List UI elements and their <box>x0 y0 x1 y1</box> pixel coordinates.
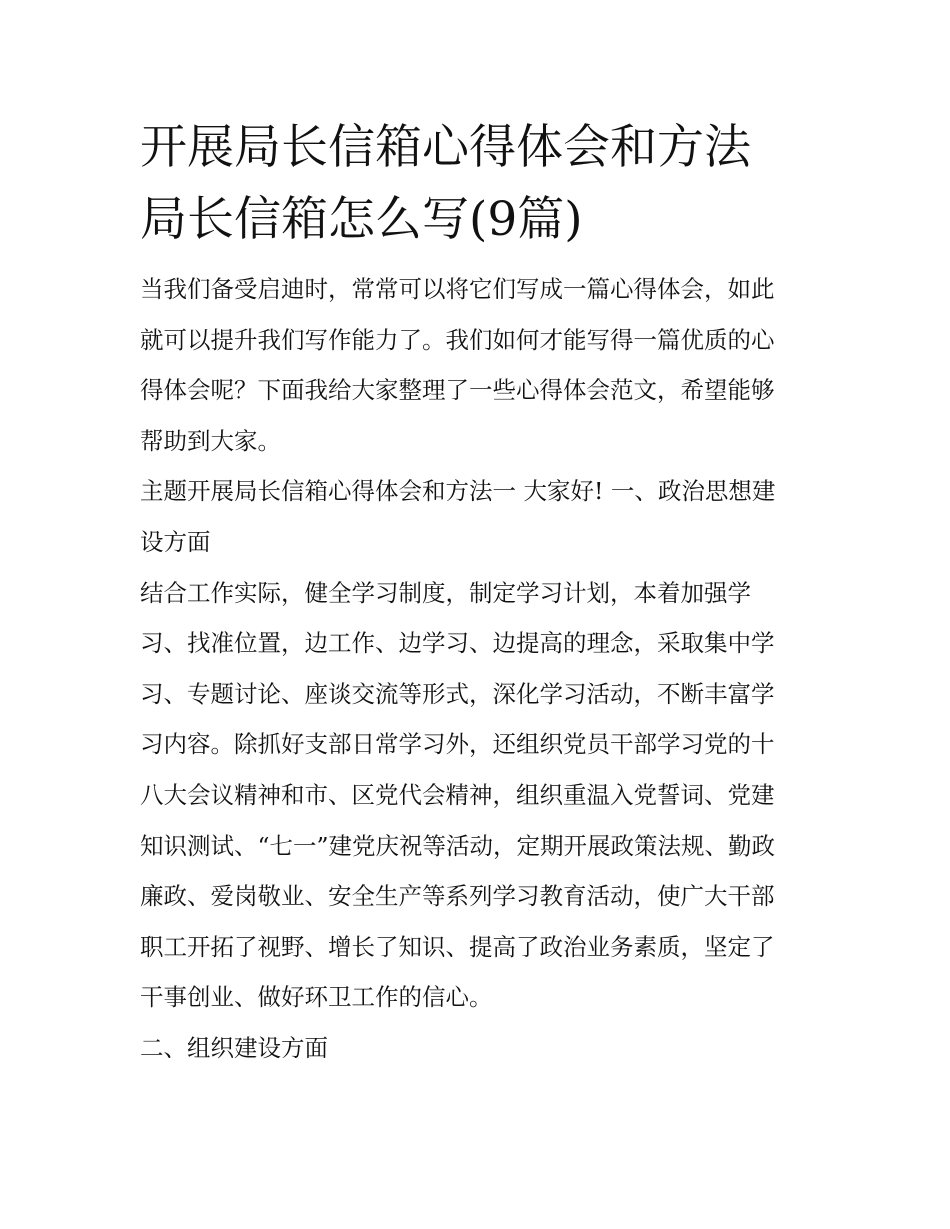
body-line: 习、专题讨论、座谈交流等形式，深化学习活动，不断丰富学 <box>140 679 775 708</box>
title-line-2: 局长信箱怎么写(9篇) <box>140 192 583 247</box>
body-paragraph <box>140 568 820 1023</box>
body-line: 职工开拓了视野、增长了知识、提高了政治业务素质，坚定了 <box>140 932 775 961</box>
body-line: 知识测试、“七一”建党庆祝等活动，定期开展政策法规、勤政 <box>140 831 776 860</box>
topic-line: 设方面 <box>140 527 211 556</box>
body-line: 习、找准位置，边工作、边学习、边提高的理念，采取集中学 <box>140 629 775 658</box>
body-line: 干事创业、做好环卫工作的信心。 <box>140 983 493 1012</box>
body-line: 八大会议精神和市、区党代会精神，组织重温入党誓词、党建 <box>140 780 775 809</box>
body-line: 廉政、爱岗敬业、安全生产等系列学习教育活动，使广大干部 <box>140 882 775 911</box>
intro-line: 帮助到大家。 <box>140 426 281 455</box>
title-line-1: 开展局长信箱心得体会和方法 <box>140 120 751 175</box>
section-heading <box>140 1023 820 1074</box>
intro-line: 就可以提升我们写作能力了。我们如何才能写得一篇优质的心 <box>140 325 775 354</box>
section-2-heading: 二、组织建设方面 <box>140 1033 328 1062</box>
intro-paragraph <box>140 264 820 466</box>
topic-paragraph <box>140 466 820 567</box>
body-line: 习内容。除抓好支部日常学习外，还组织党员干部学习党的十 <box>140 730 775 759</box>
document-title <box>140 112 820 256</box>
document-page <box>140 112 820 1074</box>
body-line: 结合工作实际，健全学习制度，制定学习计划，本着加强学 <box>140 578 751 607</box>
intro-line: 当我们备受启迪时，常常可以将它们写成一篇心得体会，如此 <box>140 275 775 303</box>
topic-line: 主题开展局长信箱心得体会和方法一 大家好! 一、政治思想建 <box>140 477 776 506</box>
intro-line: 得体会呢？下面我给大家整理了一些心得体会范文，希望能够 <box>140 376 775 405</box>
